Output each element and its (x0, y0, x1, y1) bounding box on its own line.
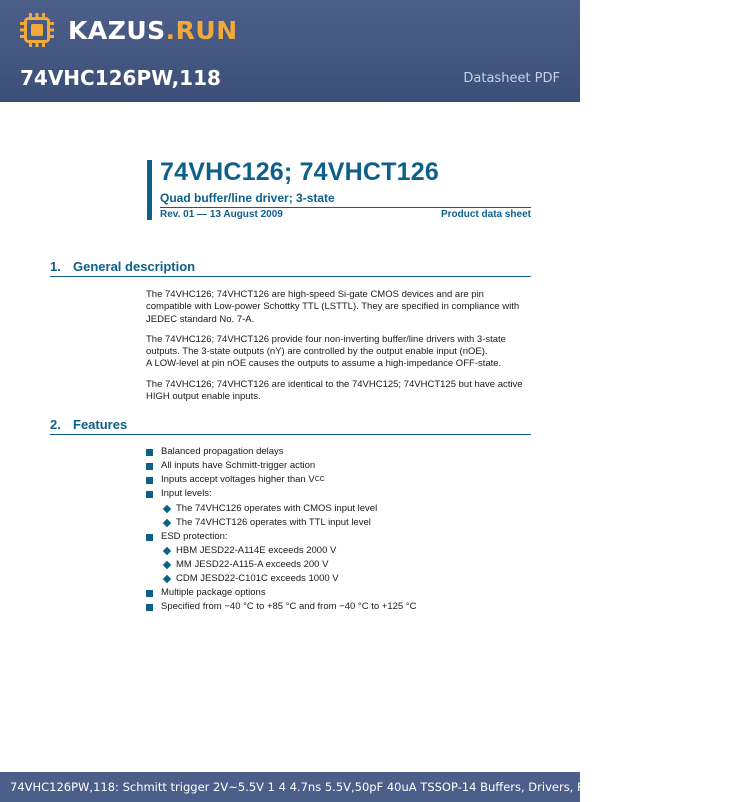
feature-item: Balanced propagation delays (146, 446, 284, 458)
section-number: 1. (50, 259, 61, 274)
logo-text: KAZUS.RUN (68, 15, 238, 45)
feature-item: All inputs have Schmitt-trigger action (146, 460, 315, 472)
description-paragraph: The 74VHC126; 74VHCT126 provide four non-inverting buffer/line drivers with 3-state outputs. The 3-state outputs (nY) are controlled by the output enable input (nOE). (146, 334, 506, 358)
description-paragraph: A LOW-level at pin nOE causes the outputs to assume a high-impedance OFF-state. (146, 358, 502, 369)
diamond-bullet-icon (163, 505, 171, 513)
square-bullet-icon (146, 477, 153, 484)
feature-subitem: The 74VHCT126 operates with TTL input level (164, 517, 371, 529)
feature-item: Specified from −40 °C to +85 °C and from −40 °C to +125 °C (146, 601, 416, 613)
document-type: Product data sheet (440, 209, 531, 220)
description-paragraph: The 74VHC126; 74VHCT126 are identical to the 74VHC125; 74VHCT125 but have active HIGH output enable inputs. (146, 379, 523, 403)
feature-item: Input levels: (146, 488, 212, 500)
revision-date: Rev. 01 — 13 August 2009 (160, 209, 283, 220)
site-logo[interactable] (20, 12, 238, 48)
document-title: 74VHC126; 74VHCT126 (160, 158, 439, 186)
feature-item: Inputs accept voltages higher than V CC (146, 474, 325, 486)
top-banner (0, 0, 580, 102)
document-subtitle: Quad buffer/line driver; 3-state (160, 191, 335, 205)
title-divider (160, 207, 531, 208)
square-bullet-icon (146, 449, 153, 456)
diamond-bullet-icon (163, 519, 171, 527)
document-kind-label: Datasheet PDF (463, 71, 560, 86)
square-bullet-icon (146, 491, 153, 498)
section-divider (50, 434, 531, 435)
feature-subitem: CDM JESD22-C101C exceeds 1000 V (164, 573, 339, 585)
feature-item: ESD protection: (146, 531, 228, 543)
feature-subitem: HBM JESD22-A114E exceeds 2000 V (164, 545, 336, 557)
square-bullet-icon (146, 604, 153, 611)
diamond-bullet-icon (163, 575, 171, 583)
section-title: General description (73, 259, 196, 274)
feature-item: Multiple package options (146, 587, 266, 599)
diamond-bullet-icon (163, 561, 171, 569)
document-id: 74VHC126PW,118 (20, 66, 221, 90)
diamond-bullet-icon (163, 547, 171, 555)
section-heading-features (50, 417, 127, 432)
feature-subitem: MM JESD22-A115-A exceeds 200 V (164, 559, 328, 571)
section-heading-general-description (50, 259, 195, 274)
title-accent-bar (147, 160, 152, 220)
footer-description: 74VHC126PW,118: Schmitt trigger 2V~5.5V 1 4 4.7ns 5.5V,50pF 40uA TSSOP-14 Buffers, Drivers, Receivers, Transceivers ROHS (10, 780, 748, 794)
square-bullet-icon (146, 463, 153, 470)
section-title: Features (73, 417, 128, 432)
footer-bar (0, 772, 748, 802)
section-divider (50, 276, 531, 277)
description-paragraph: The 74VHC126; 74VHCT126 are high-speed Si-gate CMOS devices and are pin compatible with Low-power Schottky TTL (LSTTL). They are specified in compliance with JEDEC standard No. 7-A. (146, 289, 520, 325)
feature-subitem: The 74VHC126 operates with CMOS input level (164, 503, 377, 515)
chip-icon (20, 13, 54, 47)
section-number: 2. (50, 417, 61, 432)
square-bullet-icon (146, 534, 153, 541)
square-bullet-icon (146, 590, 153, 597)
